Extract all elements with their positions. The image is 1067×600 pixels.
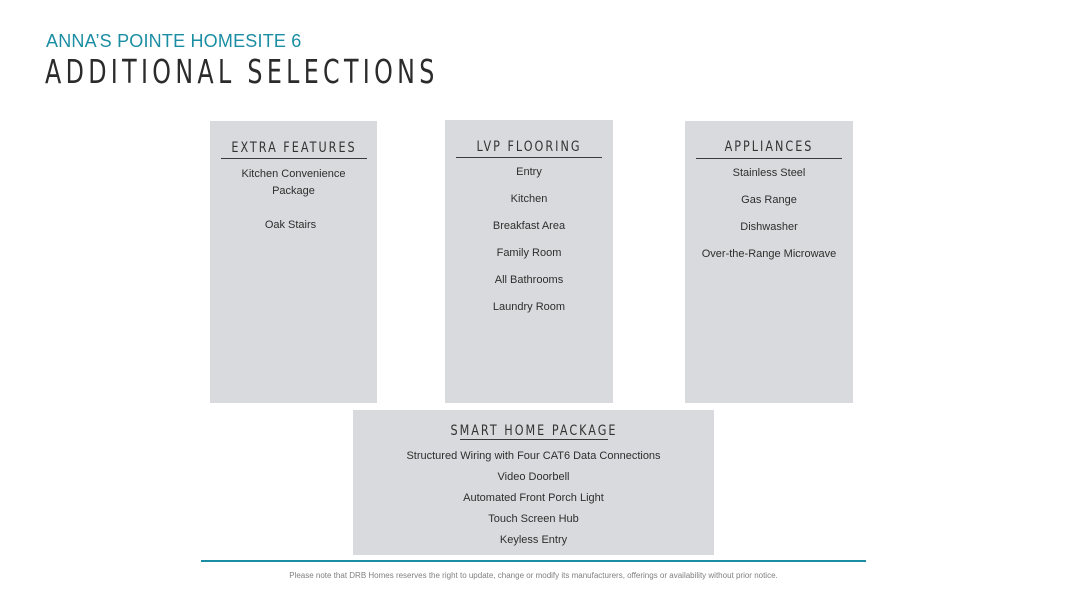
list-item: Keyless Entry (499, 534, 568, 546)
list-item: Breakfast Area (492, 220, 566, 232)
panel-title-appliances: APPLIANCES (724, 139, 814, 155)
disclaimer-note: Please note that DRB Homes reserves the right to update, change or modify its manufacturers, offerings or availability without prior notice. (289, 571, 778, 580)
panel-divider (460, 439, 608, 440)
list-item: Automated Front Porch Light (463, 492, 604, 504)
panel-extra-features (210, 121, 377, 403)
list-item: All Bathrooms (494, 274, 564, 286)
appliances-list (685, 165, 853, 273)
list-item: Over-the-Range Microwave (701, 248, 837, 260)
list-item: Package (272, 185, 315, 197)
page-subtitle: ANNA’S POINTE HOMESITE 6 (46, 31, 302, 51)
list-item: Video Doorbell (497, 471, 570, 483)
extra-features-list (210, 166, 377, 234)
list-item: Kitchen Convenience (241, 168, 346, 180)
panel-lvp-flooring (445, 120, 613, 403)
list-item: Family Room (496, 247, 562, 259)
smart-home-list (353, 448, 714, 553)
panel-smart-home-package (353, 410, 714, 555)
panel-divider (456, 157, 602, 158)
list-item: Touch Screen Hub (488, 513, 579, 525)
list-item: Entry (516, 166, 542, 178)
panel-title-extra-features: EXTRA FEATURES (230, 140, 357, 156)
lvp-flooring-list (445, 164, 613, 326)
list-item: Laundry Room (492, 301, 566, 313)
page-title: ADDITIONAL SELECTIONS (45, 52, 439, 91)
list-item: Oak Stairs (264, 219, 317, 231)
panel-title-lvp-flooring: LVP FLOORING (476, 139, 582, 155)
list-item: Gas Range (741, 194, 797, 206)
panel-title-smart-home-package: SMART HOME PACKAGE (449, 423, 618, 439)
panel-divider (696, 158, 842, 159)
list-item: Kitchen (510, 193, 548, 205)
panel-appliances (685, 121, 853, 403)
list-item: Dishwasher (740, 221, 798, 233)
list-item: Stainless Steel (732, 167, 806, 179)
panel-divider (221, 158, 367, 159)
footer-divider (201, 560, 866, 562)
list-item: Structured Wiring with Four CAT6 Data Connections (406, 450, 661, 462)
